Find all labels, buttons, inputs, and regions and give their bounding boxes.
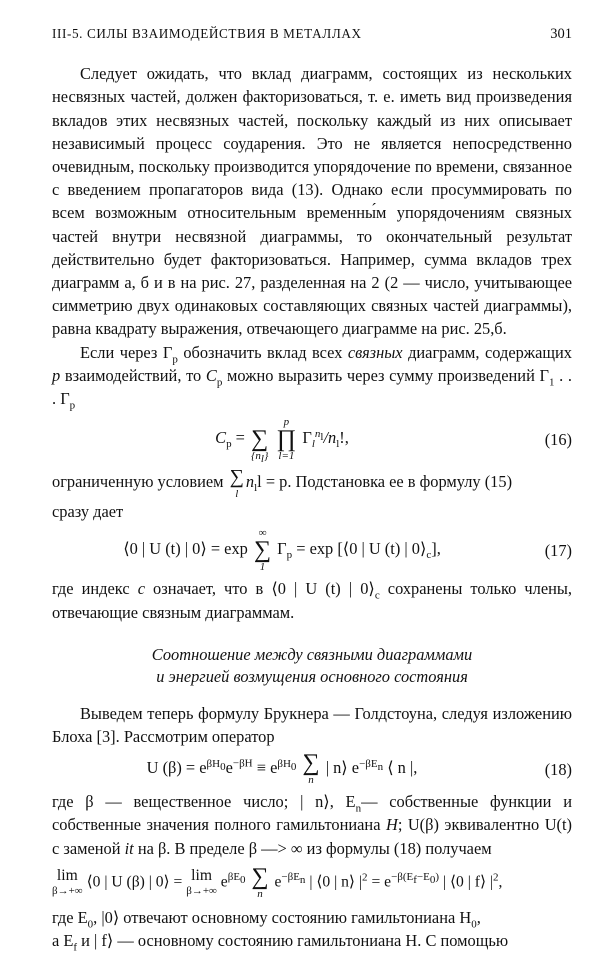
- sum-operator: ∞ ∑ 1: [253, 527, 272, 574]
- equation-17-number: (17): [544, 540, 572, 560]
- paragraph-6: где $E_0$, |0⟩ отвечают основному состоянию гамильтониана $H_0$, a $E_f$ и | f⟩ — основному состоянию гамильтониана H. С помощью: [52, 907, 509, 953]
- equation-18: [52, 752, 572, 786]
- paragraph-2: Если через $\Gamma_p$ обозначить вклад всех связных диаграмм, содержащих p взаимодействий, то $C_p$ можно выразить через сумму произведений $\Gamma_1$ . . . $\Gamma_p$: [52, 342, 572, 412]
- running-title: III-5. СИЛЫ ВЗАИМОДЕЙСТВИЯ В МЕТАЛЛАХ: [52, 26, 362, 41]
- equation-17: [52, 527, 572, 573]
- equation-18-number: (18): [544, 759, 572, 779]
- paragraph-4: Выведем теперь формулу Брукнера — Голдстоуна, следуя изложению Блоха [3]. Рассмотрим оператор: [52, 703, 572, 747]
- equation-18-body: U $(\beta) = e^{\beta H_0}e^{-\beta H} \equiv e^{\beta H_0}$ ∑ n | n⟩ $e^{-\beta E_n}$ ⟨ n |,: [146, 750, 418, 787]
- sum-operator: ∑ n: [302, 750, 320, 787]
- limit-operator: lim β→+∞: [186, 867, 217, 897]
- equation-16-number: (16): [544, 429, 572, 449]
- paragraph-1: Следует ожидать, что вклад диаграмм, состоящих из нескольких несвязных частей, должен факторизоваться, т. е. иметь вид произведения вкладов этих несвязных частей, поскольку каждый из них описывает независимый процесс соударения. Это не является непосредственно очевидным, поскольку производится упорядочение по времени, связанное с введением пропагаторов вида (13). Однако если просуммировать по всем возможным относительным временны́м упорядочениям связных частей внутри несвязной диаграммы, то окончательный результат действительно будет факторизоваться. Например, сумма вкладов трех диаграмм а, б и в на рис. 27, разделенная на 2 (2 — число, учитывающее симметрию двух одинаковых составляющих связных частей диаграммы), равна квадрату выражения, отвечающего диаграмме на рис. 25,б.: [52, 64, 572, 339]
- equation-17-body: ⟨0 | U (t) | 0⟩ = exp ∞ ∑ 1 $\Gamma_p = \exp$ [⟨0 | U (t) | $0⟩_c$],: [123, 527, 441, 574]
- equation-limit: [52, 863, 572, 900]
- paragraph-5: где β — вещественное число; | n⟩, $E_n—$ собственные функции и собственные значения полного гамильтониана H; U(β) эквивалентно U(t) с заменой it на β. В пределе β —> ∞ из формулы (18) получаем: [52, 792, 573, 858]
- sum-operator: ∑ n: [251, 863, 269, 900]
- page-number: 301: [550, 26, 572, 42]
- equation-16-body: $C_p$ = ∑ $\{n_l\}$ p ∏ l=1 $\Gamma_l^{n_l}/n_l$!,: [215, 416, 349, 466]
- sum-operator: ∑ $\{n_l\}$: [251, 426, 269, 466]
- paragraph-3: где индекс c означает, что в ⟨0 | U (t) | $0⟩_c$ сохранены только члены, отвечающие связным диаграммам.: [52, 579, 573, 622]
- line-gives: сразу дает: [52, 502, 124, 522]
- section-heading: Соотношение между связными диаграммами и энергией возмущения основного состояния: [151, 644, 473, 686]
- equation-16: [52, 416, 572, 466]
- equation-limit-body: lim β→+∞ ⟨0 | U (β) | 0⟩ = lim β→+∞ $e^{\beta E_0}$ ∑ n $e^{-\beta E_n}$ | ⟨0 | n⟩ $|^2 = e^{-\beta(E_f-E_0)}$ | ⟨0 | f⟩ $|^2$,: [52, 863, 503, 900]
- limit-operator: lim β→+∞: [52, 867, 83, 897]
- line-constraint: ограниченную условием ∑ l $n_ll = p$. Подстановка ее в формулу (15): [52, 466, 513, 501]
- sum-operator: ∑ l: [229, 466, 244, 501]
- running-head: [52, 22, 572, 46]
- product-operator: p ∏ l=1: [276, 416, 297, 463]
